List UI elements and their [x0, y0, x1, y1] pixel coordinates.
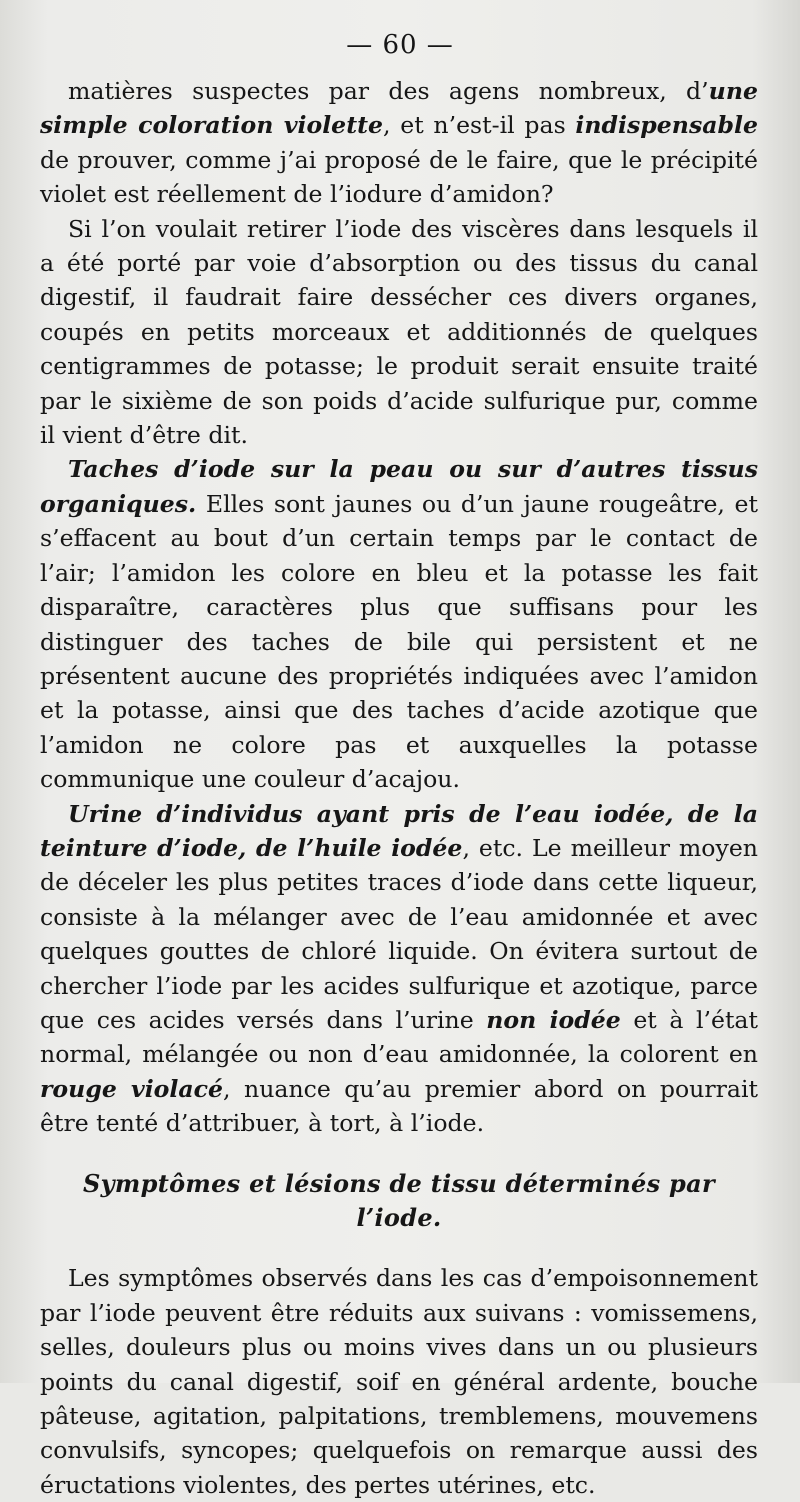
- text-run: de prouver, comme j’ai proposé de le faire, que le précipité violet est réellement de l’iodure d’amidon?: [40, 145, 758, 209]
- italic-run: une simple coloration violette: [40, 77, 758, 140]
- text-run: Les symptômes observés dans les cas d’empoisonnement par l’iode peuvent être réduits aux suivans : vomissemens, selles, douleurs plus ou moins vives dans un ou plusieurs points du canal digestif, soif en général ardente, bouche pâteuse, agitation, palpitations, tremblemens, mouvemens convulsifs, syncopes; quelquefois on remarque aussi des éructations violentes, des pertes utérines, etc.: [40, 1264, 758, 1499]
- page-body: [40, 74, 758, 1502]
- text-run: Si l’on voulait retirer l’iode des viscères dans lesquels il a été porté par voie d’absorption ou des tissus du canal digestif, il faudrait faire dessécher ces divers organes, coupés en petits morceaux et additionnés de quelques centigrammes de potasse; le produit serait ensuite traité par le sixième de son poids d’acide sulfurique pur, comme il vient d’être dit.: [40, 214, 758, 450]
- text-run: et à l’état normal, mélangée ou non d’eau amidonnée, la colorent en: [40, 1005, 758, 1069]
- page-number: — 60 —: [346, 30, 454, 60]
- text-run: , etc. Le meilleur moyen de déceler les plus petites traces d’iode dans cette liqueur, consiste à la mélanger avec de l’eau amidonnée et avec quelques gouttes de chloré liquide. On évitera surtout de chercher l’iode par les acides sulfurique et azotique, parce que ces acides versés dans l’urine: [40, 833, 758, 1034]
- italic-run: Urine d’individus ayant pris de l’eau iodée, de la teinture d’iode, de l’huile iodée: [40, 799, 758, 862]
- text-run: Elles sont jaunes ou d’un jaune rougeâtre, et s’effacent au bout d’un certain temps par le contact de l’air; l’amidon les colore en bleu et la potasse les fait disparaître, caractères plus que suffisans pour les distinguer des taches de bile qui persistent et ne présentent aucune des propriétés indiquées avec l’amidon et la potasse, ainsi que des taches d’acide azotique que l’amidon ne colore pas et auxquelles la potasse communique une couleur d’acajou.: [40, 489, 758, 794]
- italic-run: Taches d’iode sur la peau ou sur d’autres tissus organiques.: [40, 455, 758, 518]
- paragraph-5: [40, 1261, 758, 1502]
- paragraph-2: [40, 212, 758, 453]
- italic-run: indispensable: [575, 111, 758, 140]
- paragraph-4: [40, 797, 758, 1141]
- text-run: , nuance qu’au premier abord on pourrait être tenté d’attribuer, à tort, à l’iode.: [40, 1074, 758, 1138]
- text-run: , et n’est-il pas: [383, 111, 576, 140]
- text-run: matières suspectes par des agens nombreux, d’: [68, 77, 709, 105]
- paragraph-3: [40, 452, 758, 796]
- paragraph-1: [40, 74, 758, 212]
- italic-run: rouge violacé: [40, 1074, 224, 1103]
- section-heading: Symptômes et lésions de tissu déterminés par l’iode.: [83, 1168, 715, 1232]
- italic-run: non iodée: [486, 1005, 621, 1034]
